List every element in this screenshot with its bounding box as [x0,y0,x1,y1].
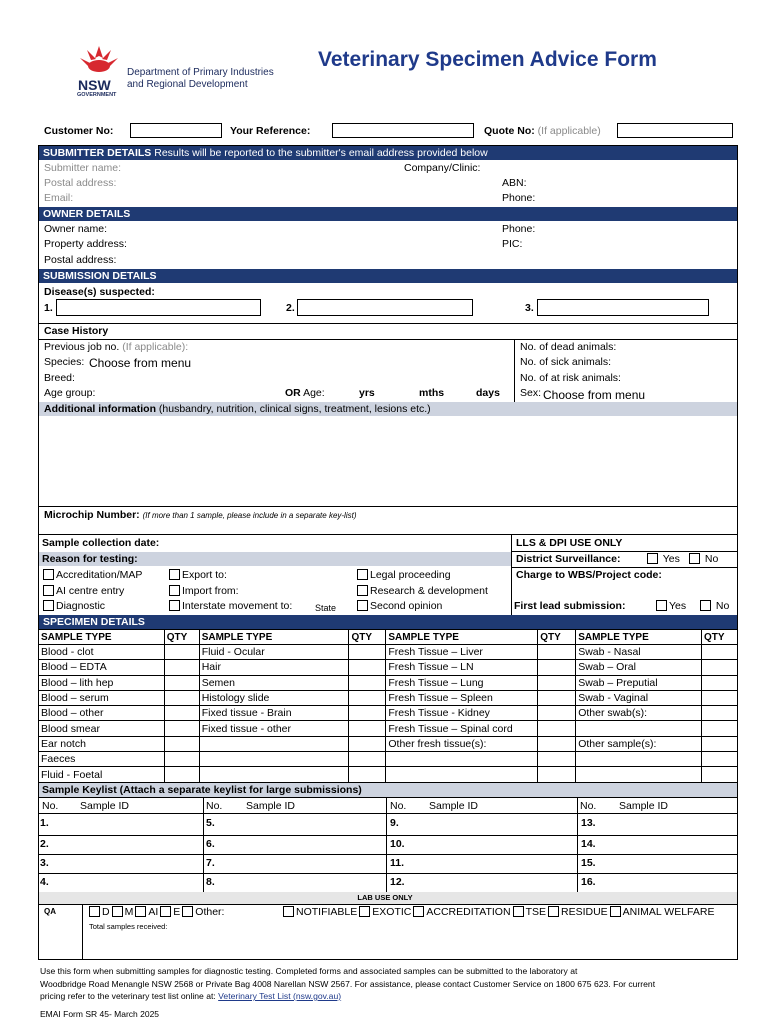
disease-3-field[interactable] [537,299,709,316]
keylist-number[interactable]: 16. [581,876,596,888]
district-no[interactable] [689,553,718,566]
at-risk-animals-label[interactable]: No. of at risk animals: [520,372,621,384]
sample-type-cell: Swab - Vaginal [576,690,702,705]
keylist-id-header: Sample ID [246,800,296,812]
reason-opt-label: Accreditation/MAP [56,569,143,581]
species-label: Species: [44,356,85,368]
sample-type-cell [199,736,349,751]
keylist-no-header: No. [580,800,597,812]
disease-suspected-label: Disease(s) suspected: [44,286,155,298]
qty-cell[interactable] [538,690,576,705]
reason-opt-diagnostic[interactable] [43,600,105,613]
quote-no-label [484,125,601,138]
department-name [127,67,274,91]
government-wordmark: GOVERNMENT [77,92,117,98]
qty-cell[interactable] [701,767,737,782]
reason-opt-label: Research & development [370,585,488,597]
collection-date-label[interactable]: Sample collection date: [42,537,160,549]
reason-opt-accreditation[interactable] [43,569,142,582]
specimen-row [39,706,738,721]
checkbox-icon[interactable] [700,600,711,611]
specimen-row [39,752,738,767]
owner-details-bar: OWNER DETAILS [39,207,737,221]
lab-option[interactable] [135,906,158,918]
species-select[interactable]: Choose from menu [89,356,192,370]
first-lead-label: First lead submission: [514,600,626,612]
disease-3-label: 3. [525,302,534,314]
sample-type-cell: Blood - clot [39,645,165,660]
checkbox-icon[interactable] [359,906,370,917]
keylist-title: Sample Keylist (Attach a separate keylist for large submissions) [42,784,362,796]
charge-wbs-label[interactable]: Charge to WBS/Project code: [516,569,662,581]
qty-cell[interactable] [164,675,199,690]
lab-option-label: ANIMAL WELFARE [622,906,715,918]
lab-option[interactable] [182,906,224,918]
reason-opt-second-opinion[interactable] [357,600,442,613]
qty-cell[interactable] [701,706,737,721]
qty-cell[interactable] [164,645,199,660]
owner-postal-label[interactable]: Postal address: [44,254,117,266]
lab-option[interactable] [513,906,546,918]
first-lead-yes[interactable] [656,600,686,613]
qty-cell[interactable] [701,660,737,675]
checkbox-icon[interactable] [513,906,524,917]
submitter-bar-note: Results will be reported to the submitter's email address provided below [154,147,488,159]
checkbox-icon[interactable] [169,585,180,596]
sample-type-cell: Fresh Tissue - Kidney [386,706,538,721]
lab-option[interactable] [283,906,357,918]
keylist-no-header: No. [390,800,407,812]
specimen-row [39,721,738,736]
qty-cell[interactable] [349,706,386,721]
reason-opt-label: Interstate movement to: [182,600,293,612]
nsw-logo [74,44,124,98]
specimen-header-row [39,630,738,645]
checkbox-icon[interactable] [135,906,146,917]
sample-type-cell: Swab – Preputial [576,675,702,690]
qty-cell[interactable] [701,675,737,690]
lab-opts-row-2[interactable] [283,906,716,919]
no-label: No [715,600,730,612]
reason-opt-label: AI centre entry [56,585,125,597]
submitter-details-bar [39,146,737,160]
col-header-type: SAMPLE TYPE [576,630,702,645]
col-header-qty: QTY [538,630,576,645]
sample-type-cell: Hair [199,660,349,675]
sample-type-cell: Blood – serum [39,690,165,705]
sample-type-cell [576,752,702,767]
reason-opt-label: Second opinion [370,600,443,612]
reason-opt-label: Export to: [182,569,227,581]
property-address-label[interactable]: Property address: [44,238,127,250]
checkbox-icon[interactable] [112,906,123,917]
quote-no-hint: (If applicable) [537,125,601,137]
sample-type-cell [576,767,702,782]
previous-job-hint: (If applicable): [122,341,189,353]
qty-cell[interactable] [164,736,199,751]
qty-cell[interactable] [349,675,386,690]
keylist-number[interactable]: 1. [40,817,49,829]
disease-2-field[interactable] [297,299,473,316]
quote-no-field[interactable] [617,123,733,138]
specimen-table [38,629,738,783]
days-label: days [476,387,500,399]
reason-title: Reason for testing: [42,553,138,565]
footer-line-1: Use this form when submitting samples for diagnostic testing. Completed forms and associated samples can be submitted to the laboratory at [40,966,578,976]
disease-2-label: 2. [286,302,295,314]
sample-type-cell: Ear notch [39,736,165,751]
sex-select[interactable]: Choose from menu [543,388,646,402]
checkbox-icon[interactable] [610,906,621,917]
additional-info-hint: (husbandry, nutrition, clinical signs, treatment, lesions etc.) [158,403,431,415]
first-lead-no[interactable] [700,600,729,613]
lab-option-label: TSE [525,906,546,918]
specimen-row [39,660,738,675]
checkbox-icon[interactable] [169,569,180,580]
waratah-icon [74,44,124,74]
reason-opt-legal[interactable] [357,569,451,582]
owner-name-label[interactable]: Owner name: [44,223,108,235]
col-header-type: SAMPLE TYPE [386,630,538,645]
checkbox-icon[interactable] [548,906,559,917]
district-surveillance-label: District Surveillance: [516,553,621,565]
total-samples-label[interactable]: Total samples received: [89,922,168,931]
additional-info-textarea[interactable] [39,416,737,506]
reason-opt-research[interactable] [357,585,488,598]
lab-option[interactable] [413,906,510,918]
qty-cell[interactable] [164,752,199,767]
nsw-wordmark: NSW [78,77,111,93]
keylist-id-header: Sample ID [619,800,669,812]
specimen-details-bar: SPECIMEN DETAILS [39,615,737,629]
keylist-id-header: Sample ID [429,800,479,812]
col-header-qty: QTY [701,630,737,645]
reason-opt-export[interactable] [169,569,227,582]
company-label[interactable]: Company/Clinic: [404,162,481,174]
qty-cell[interactable] [349,690,386,705]
reason-opt-label: Diagnostic [56,600,106,612]
reason-opt-ai-centre[interactable] [43,585,124,598]
lab-option[interactable] [548,906,608,918]
submission-details-bar: SUBMISSION DETAILS [39,269,737,283]
footer-line-3 [40,990,730,1003]
additional-info-label [44,403,431,416]
qty-cell[interactable] [701,721,737,736]
keylist-id-header: Sample ID [80,800,130,812]
breed-label[interactable]: Breed: [44,372,75,384]
keylist-no-header: No. [206,800,223,812]
dead-animals-label[interactable]: No. of dead animals: [520,341,617,353]
quote-no-text: Quote No: [484,125,535,137]
specimen-row [39,767,738,782]
sample-type-cell: Other sample(s): [576,736,702,751]
lab-option[interactable] [359,906,411,918]
lab-option-label: RESIDUE [560,906,608,918]
lls-dpi-title: LLS & DPI USE ONLY [516,537,623,549]
additional-info-title: Additional information [44,403,156,415]
sample-type-cell: Swab – Oral [576,660,702,675]
qty-cell[interactable] [349,736,386,751]
sample-type-cell: Semen [199,675,349,690]
sample-type-cell: Blood – EDTA [39,660,165,675]
reason-opt-interstate[interactable] [169,600,292,613]
checkbox-icon[interactable] [357,600,368,611]
qty-cell[interactable] [349,721,386,736]
qty-cell[interactable] [349,752,386,767]
col-header-type: SAMPLE TYPE [39,630,165,645]
lab-opts-row-1[interactable] [89,906,226,919]
submitter-name-label[interactable]: Submitter name: [44,162,122,174]
qty-cell[interactable] [701,736,737,751]
lab-use-title: LAB USE ONLY [357,893,413,902]
keylist-number[interactable]: 15. [581,857,596,869]
sample-type-cell: Blood – other [39,706,165,721]
qty-cell[interactable] [701,752,737,767]
disease-1-field[interactable] [56,299,261,316]
yrs-label: yrs [359,387,375,399]
qty-cell[interactable] [164,706,199,721]
yes-label: Yes [662,553,680,565]
sample-type-cell: Blood smear [39,721,165,736]
col-header-type: SAMPLE TYPE [199,630,349,645]
col-header-qty: QTY [349,630,386,645]
sample-type-cell: Other swab(s): [576,706,702,721]
lab-option-label: AI [148,906,159,918]
checkbox-icon[interactable] [43,600,54,611]
keylist-number[interactable]: 4. [40,876,49,888]
footer-line-3-text: pricing refer to the veterinary test list online at: [40,991,216,1001]
keylist-number[interactable]: 11. [390,857,405,869]
qty-cell[interactable] [538,660,576,675]
checkbox-icon[interactable] [160,906,171,917]
sample-type-cell [386,752,538,767]
lab-option-label: Other: [195,906,225,918]
sample-type-cell: Histology slide [199,690,349,705]
state-select[interactable]: State [315,603,337,613]
qty-cell[interactable] [349,660,386,675]
district-yes[interactable] [647,553,680,566]
keylist-number[interactable]: 5. [206,817,215,829]
age-text: Age: [303,387,325,399]
keylist-number[interactable]: 12. [390,876,405,888]
sex-label: Sex: [520,387,542,399]
submitter-postal-label[interactable]: Postal address: [44,177,117,189]
checkbox-icon[interactable] [182,906,193,917]
lab-option[interactable] [610,906,715,918]
lab-option-label: E [173,906,181,918]
keylist-number[interactable]: 9. [390,817,399,829]
specimen-row [39,675,738,690]
qty-cell[interactable] [538,675,576,690]
keylist-no-header: No. [42,800,59,812]
qty-cell[interactable] [349,645,386,660]
lab-option-label: M [124,906,134,918]
keylist-number[interactable]: 8. [206,876,215,888]
reason-opt-import[interactable] [169,585,239,598]
qty-cell[interactable] [701,690,737,705]
keylist-number[interactable]: 2. [40,838,49,850]
sample-type-cell [576,721,702,736]
sample-type-cell: Fresh Tissue – LN [386,660,538,675]
owner-phone-label[interactable]: Phone: [502,223,536,235]
keylist-number[interactable]: 14. [581,838,596,850]
qty-cell[interactable] [349,767,386,782]
qty-cell[interactable] [538,645,576,660]
sample-type-cell [199,752,349,767]
lab-option-label: ACCREDITATION [426,906,511,918]
checkbox-icon[interactable] [413,906,424,917]
lab-option[interactable] [160,906,180,918]
qty-cell[interactable] [701,645,737,660]
mths-label: mths [419,387,445,399]
yes-label: Yes [669,600,687,612]
dept-line-1: Department of Primary Industries [127,67,274,78]
qty-cell[interactable] [538,736,576,751]
previous-job-text: Previous job no. [44,341,120,353]
checkbox-icon[interactable] [89,906,100,917]
keylist-number[interactable]: 13. [581,817,596,829]
qty-cell[interactable] [164,660,199,675]
qty-cell[interactable] [538,706,576,721]
no-label: No [704,553,719,565]
reason-opt-label: Import from: [182,585,239,597]
sample-type-cell: Fresh Tissue – Spinal cord [386,721,538,736]
checkbox-icon[interactable] [689,553,700,564]
checkbox-icon[interactable] [656,600,667,611]
qty-cell[interactable] [538,752,576,767]
sample-type-cell [199,767,349,782]
sample-type-cell: Fixed tissue - Brain [199,706,349,721]
submitter-email-label[interactable]: Email: [44,192,74,204]
checkbox-icon[interactable] [169,600,180,611]
qty-cell[interactable] [538,721,576,736]
checkbox-icon[interactable] [357,585,368,596]
qa-label: QA [44,907,56,916]
lab-option-label: EXOTIC [372,906,412,918]
sample-type-cell: Fresh Tissue – Lung [386,675,538,690]
footer-line-2: Woodbridge Road Menangle NSW 2568 or Private Bag 4008 Narellan NSW 2567. For assistance, please contact Customer Service on 1800 675 623. For current [40,978,656,989]
sample-type-cell: Fresh Tissue – Spleen [386,690,538,705]
submitter-bar-title: SUBMITTER DETAILS [43,147,152,159]
disease-1-label: 1. [44,302,53,314]
sick-animals-label[interactable]: No. of sick animals: [520,356,612,368]
reason-opt-label: Legal proceeding [370,569,451,581]
submitter-phone-label[interactable]: Phone: [502,192,536,204]
page-title: Veterinary Specimen Advice Form [318,48,657,71]
dept-line-2: and Regional Development [127,79,248,90]
checkbox-icon[interactable] [357,569,368,580]
keylist-number[interactable]: 10. [390,838,405,850]
sample-type-cell: Fresh Tissue – Liver [386,645,538,660]
checkbox-icon[interactable] [43,585,54,596]
customer-no-field[interactable] [130,123,222,138]
lab-option-label: D [102,906,110,918]
checkbox-icon[interactable] [43,569,54,580]
col-header-qty: QTY [164,630,199,645]
keylist-number[interactable]: 3. [40,857,49,869]
qty-cell[interactable] [164,690,199,705]
qty-cell[interactable] [164,721,199,736]
veterinary-test-list-link[interactable]: Veterinary Test List (nsw.gov.au) [218,991,342,1001]
pic-label[interactable]: PIC: [502,238,523,250]
age-group-label[interactable]: Age group: [44,387,96,399]
previous-job-label[interactable] [44,341,188,354]
lab-option[interactable] [89,906,110,918]
specimen-row [39,690,738,705]
case-history-title: Case History [44,325,109,337]
qty-cell[interactable] [164,767,199,782]
footer-text [40,965,730,1003]
sample-type-cell: Other fresh tissue(s): [386,736,538,751]
sample-type-cell: Blood – lith hep [39,675,165,690]
keylist-number[interactable]: 7. [206,857,215,869]
your-reference-label: Your Reference: [230,125,311,137]
your-reference-field[interactable] [332,123,474,138]
specimen-row [39,736,738,751]
lab-option[interactable] [112,906,134,918]
microchip-hint: (If more than 1 sample, please include in a separate key-list) [142,511,357,520]
checkbox-icon[interactable] [647,553,658,564]
microchip-label[interactable] [44,509,357,522]
sample-type-cell: Fluid - Ocular [199,645,349,660]
abn-label[interactable]: ABN: [502,177,527,189]
form-id: EMAI Form SR 45- March 2025 [40,1009,160,1019]
or-text: OR [285,387,301,399]
checkbox-icon[interactable] [283,906,294,917]
sample-type-cell: Fluid - Foetal [39,767,165,782]
age-label[interactable] [285,387,325,400]
keylist-number[interactable]: 6. [206,838,215,850]
qty-cell[interactable] [538,767,576,782]
lab-option-label: NOTIFIABLE [296,906,358,918]
microchip-title: Microchip Number: [44,509,140,521]
specimen-row [39,645,738,660]
sample-type-cell: Fixed tissue - other [199,721,349,736]
sample-type-cell: Faeces [39,752,165,767]
customer-no-label: Customer No: [44,125,114,137]
sample-type-cell: Swab - Nasal [576,645,702,660]
sample-type-cell [386,767,538,782]
